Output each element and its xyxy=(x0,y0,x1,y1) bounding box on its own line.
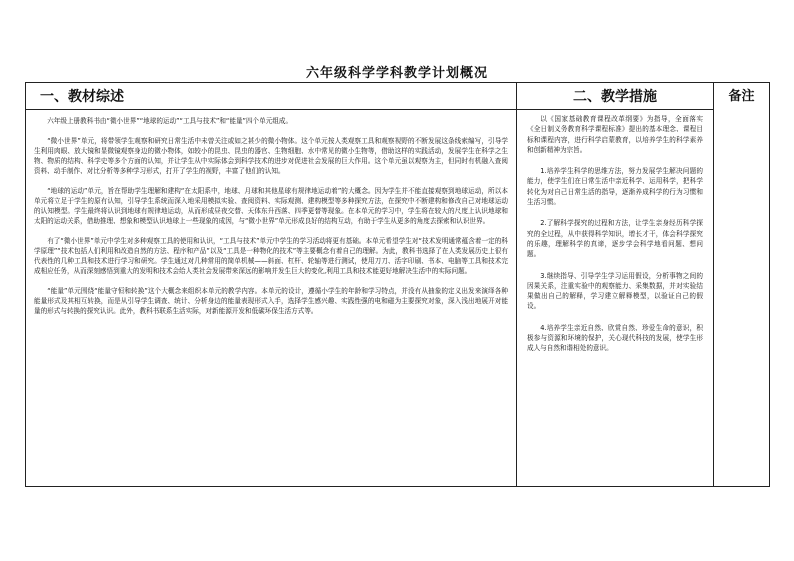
textbook-overview-text xyxy=(26,110,516,330)
textbook-overview-cell xyxy=(26,110,517,487)
page-title: 六年级科学学科教学计划概况 xyxy=(305,66,488,81)
header-notes: 备注 xyxy=(714,83,770,487)
header-row xyxy=(26,83,770,110)
overview-paragraph: “地球的运动”单元，旨在帮助学生理解和建构“在太阳系中，地球、月球和其他星球有规律地运动着”的大概念。因为学生并不能直接观察到地球运动，所以本单元将立足于学生的原有认知，引导学生系统而深入地采用模拟实验、查阅资料、实际观测、建构模型等多种探究方法，在探究中不断建构和修改自己对地球运动的认知模型。学生最终将认识到地球有规律地运动，从而形成昼夜交替、天体东升西落、四季更替等现象。在本单元的学习中，学生将在较大的尺度上认识地球和太阳的运动关系，借助推理、想象和模型认识地球上一些现象的成因，与“微小世界”单元形成良好的结构互动，有助于学生从更多的角度去探索和认识世界。 xyxy=(34,187,508,225)
header-textbook-overview: 一、教材综述 xyxy=(26,83,517,110)
measure-paragraph: 1.培养学生科学的思维方法，努力发展学生解决问题的能力，使学生们在日常生活中亲近科学、运用科学，把科学转化为对自己日常生活的指导，逐渐养成科学的行为习惯和生活习惯。 xyxy=(527,167,703,207)
header-teaching-measures: 二、教学措施 xyxy=(517,83,714,110)
overview-paragraph: “能量”单元围绕“能量守恒和转换”这个大概念来组织本单元的教学内容。本单元的设计，遵循小学生的年龄和学习特点，并没有从抽象的定义出发来演绎各种能量形式及其相互转换，而是从引导学生调查、统计、分析身边的能量表现形式入手，选择学生感兴趣、实践性强的电和磁为主要探究对象，深入浅出地展开对能量的形式与转换的探究认识。此外，教科书联系生活实际，对新能源开发和低碳环保生活方式等。 xyxy=(34,287,508,315)
content-row xyxy=(26,110,770,487)
teaching-plan-table xyxy=(25,82,770,487)
measure-paragraph: 4.培养学生亲近自然、欣赏自然、珍爱生命的意识，积极参与资源和环境的保护，关心现代科技的发展，使学生形成人与自然和谐相处的意识。 xyxy=(527,323,703,353)
measure-paragraph: 3.继续指导、引导学生学习运用假设，分析事物之间的因果关系，注重实验中的观察能力、采集数据，并对实验结果做出自己的解释，学习建立解释模型，以验证自己的假设。 xyxy=(527,271,703,311)
overview-paragraph: 有了“微小世界”单元中学生对多种观察工具的使用和认识，“工具与技术”单元中学生的学习活动将更有基础。本单元希望学生对“技术发明通常蕴含着一定的科学原理”“技术包括人们利用和改造自然的方法、程序和产品”以及“工具是一种物化的技术”等主要概念有着自己的理解。为此，教科书选择了在人类发展历史上很有代表性的几种工具和技术进行学习和研究。学生通过对几种常用的简单机械——斜面、杠杆、轮轴等进行测试，使用刀刀、活字印刷、书本、电脑等工具和技术完成相应任务，从而深刻感悟到重大的发明和技术会给人类社会发展带来深远的影响并发生巨大的变化,利用工具和技术能更好地解决生活中的实际问题。 xyxy=(34,237,508,275)
measure-paragraph: 2.了解科学探究的过程和方法，让学生亲身经历科学探究的全过程，从中获得科学知识，增长才干，体会科学探究的乐趣，理解科学的真谛，逐步学会科学地看问题、想问题。 xyxy=(527,219,703,259)
overview-paragraph: “微小世界”单元，将带领学生观察和研究日常生活中未曾关注或如之甚少的微小物体。这个单元按人类观察工具和观察视野的不断发展这条线索编写，引导学生利用肉眼、放大镜和显微镜观察身边的微小物体，如较小的昆虫、昆虫的器官、生物细胞、水中常见的微小生物等，借助这样的实践活动，发展学生在科学之生物、物质的结构、科学史等多个方面的认知，并让学生从中实际体会到科学技术的进步对促进社会发展的巨大作用。这个单元虽以观察为主，但同时有机融入查阅资料、动手制作、对比分析等多种学习形式，打开了学生的视野，丰富了他们的认知。 xyxy=(34,137,508,175)
teaching-measures-text xyxy=(517,110,713,369)
overview-paragraph: 六年级上册教科书由“微小世界”“地球的运动”“工具与技术”和“能量”四个单元组成。 xyxy=(47,117,293,125)
teaching-measures-cell xyxy=(517,110,714,487)
measure-paragraph: 以《国家基础教育课程改革纲要》为指导，全面落实《全日制义务教育科学课程标准》提出的基本理念、课程目标和课程内容，进行科学启蒙教育，以培养学生的科学素养和创新精神为宗旨。 xyxy=(527,115,703,154)
